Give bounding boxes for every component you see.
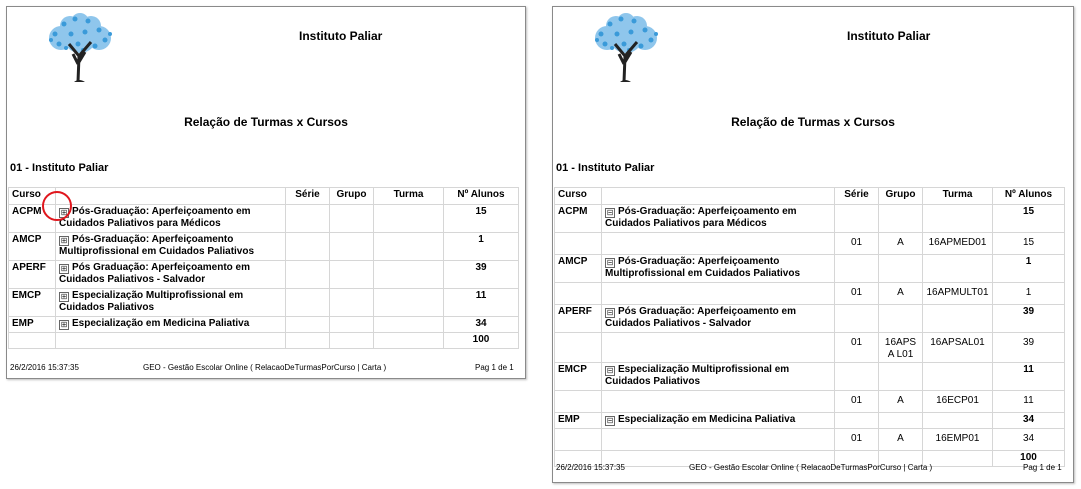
class-group: A: [879, 429, 923, 451]
collapse-icon[interactable]: ⊟: [606, 366, 614, 375]
course-code: EMP: [9, 317, 56, 333]
course-name-cell: [602, 363, 835, 391]
course-row[interactable]: [555, 363, 1065, 391]
class-series: 01: [835, 233, 879, 255]
courses-table: [8, 187, 519, 349]
course-code: ACPM: [555, 205, 602, 233]
header-row: [9, 188, 519, 205]
course-name: Pós-Graduação: Aperfeiçoamento Multiprofissional em Cuidados Paliativos: [59, 234, 255, 257]
course-name-cell: [56, 289, 286, 317]
course-count: 39: [993, 305, 1065, 333]
course-count: 1: [993, 255, 1065, 283]
course-code: AMCP: [9, 233, 56, 261]
course-code: EMP: [555, 413, 602, 429]
course-row[interactable]: [9, 233, 519, 261]
section-title: 01 - Instituto Paliar: [556, 162, 655, 174]
course-row[interactable]: [9, 289, 519, 317]
course-code: APERF: [9, 261, 56, 289]
institution-name: Instituto Paliar: [847, 29, 931, 43]
column-header-students: Nº Alunos: [993, 188, 1065, 205]
class-series: 01: [835, 429, 879, 451]
column-header-group: Grupo: [330, 188, 374, 205]
course-code: EMCP: [9, 289, 56, 317]
column-header-series: Série: [286, 188, 330, 205]
course-row[interactable]: [9, 261, 519, 289]
column-header-series: Série: [835, 188, 879, 205]
report-title: Relação de Turmas x Cursos: [184, 115, 348, 129]
course-name-cell: [56, 261, 286, 289]
course-name: Especialização Multiprofissional em Cuidados Paliativos: [605, 364, 790, 387]
column-header-class: Turma: [374, 188, 444, 205]
course-name: Pós-Graduação: Aperfeiçoamento Multiprofissional em Cuidados Paliativos: [605, 256, 801, 279]
course-name-cell: [602, 205, 835, 233]
course-count: 1: [444, 233, 519, 261]
course-code: AMCP: [555, 255, 602, 283]
course-count: 34: [993, 413, 1065, 429]
course-name: Especialização em Medicina Paliativa: [72, 318, 250, 329]
course-name-cell: [602, 255, 835, 283]
report-collapsed-panel: [6, 6, 526, 379]
class-row: [555, 283, 1065, 305]
course-row[interactable]: [9, 205, 519, 233]
total-count: 100: [444, 333, 519, 349]
course-code: EMCP: [555, 363, 602, 391]
total-count: 100: [993, 451, 1065, 467]
course-name: Pós-Graduação: Aperfeiçoamento em Cuidados Paliativos para Médicos: [59, 206, 251, 229]
class-count: 1: [993, 283, 1065, 305]
column-header-course: Curso: [555, 188, 602, 205]
class-count: 34: [993, 429, 1065, 451]
footer-system: GEO - Gestão Escolar Online ( RelacaoDeTurmasPorCurso | Carta ): [689, 463, 933, 472]
expand-icon[interactable]: ⊞: [60, 208, 68, 217]
expand-icon[interactable]: ⊞: [60, 236, 68, 245]
course-name-cell: [56, 317, 286, 333]
class-group: A: [879, 233, 923, 255]
footer-datetime: 26/2/2016 15:37:35: [556, 463, 625, 472]
column-header-class: Turma: [923, 188, 993, 205]
course-count: 11: [444, 289, 519, 317]
courses-table: [554, 187, 1065, 467]
class-group: 16APSA L01: [879, 333, 923, 363]
expand-icon[interactable]: ⊞: [60, 264, 68, 273]
course-count: 39: [444, 261, 519, 289]
class-row: [555, 391, 1065, 413]
collapse-icon[interactable]: ⊟: [606, 308, 614, 317]
course-count: 15: [444, 205, 519, 233]
institution-name: Instituto Paliar: [299, 29, 383, 43]
tree-logo: [579, 12, 673, 84]
footer-system: GEO - Gestão Escolar Online ( RelacaoDeTurmasPorCurso | Carta ): [143, 363, 387, 372]
class-series: 01: [835, 333, 879, 363]
course-name: Especialização Multiprofissional em Cuidados Paliativos: [59, 290, 244, 313]
class-series: 01: [835, 391, 879, 413]
collapse-icon[interactable]: ⊟: [606, 416, 614, 425]
course-name: Especialização em Medicina Paliativa: [618, 414, 796, 425]
expand-icon[interactable]: ⊞: [60, 292, 68, 301]
column-header-group: Grupo: [879, 188, 923, 205]
header-row: [555, 188, 1065, 205]
course-count: 11: [993, 363, 1065, 391]
class-code: 16APMULT01: [923, 283, 993, 305]
class-group: A: [879, 391, 923, 413]
column-header-blank: [602, 188, 835, 205]
class-count: 15: [993, 233, 1065, 255]
collapse-icon[interactable]: ⊟: [606, 208, 614, 217]
tree-logo: [33, 12, 127, 84]
course-name: Pós Graduação: Aperfeiçoamento em Cuidados Paliativos - Salvador: [605, 306, 797, 329]
class-code: 16APSAL01: [923, 333, 993, 363]
report-expanded-panel: [552, 6, 1074, 483]
course-row[interactable]: [555, 305, 1065, 333]
class-series: 01: [835, 283, 879, 305]
footer-page: Pag 1 de 1: [1023, 463, 1062, 472]
footer-datetime: 26/2/2016 15:37:35: [10, 363, 79, 372]
class-row: [555, 333, 1065, 363]
class-row: [555, 429, 1065, 451]
course-row[interactable]: [555, 413, 1065, 429]
column-header-students: Nº Alunos: [444, 188, 519, 205]
class-count: 11: [993, 391, 1065, 413]
class-code: 16ECP01: [923, 391, 993, 413]
course-count: 15: [993, 205, 1065, 233]
column-header-course: Curso: [9, 188, 56, 205]
class-row: [555, 233, 1065, 255]
course-row[interactable]: [9, 317, 519, 333]
total-row: [9, 333, 519, 349]
footer-page: Pag 1 de 1: [475, 363, 514, 372]
course-name-cell: [56, 233, 286, 261]
course-code: APERF: [555, 305, 602, 333]
class-count: 39: [993, 333, 1065, 363]
course-name-cell: [602, 305, 835, 333]
section-title: 01 - Instituto Paliar: [10, 162, 109, 174]
column-header-blank: [56, 188, 286, 205]
course-row[interactable]: [555, 255, 1065, 283]
course-code: ACPM: [9, 205, 56, 233]
class-code: 16APMED01: [923, 233, 993, 255]
report-title: Relação de Turmas x Cursos: [731, 115, 895, 129]
collapse-icon[interactable]: ⊟: [606, 258, 614, 267]
course-name-cell: [602, 413, 835, 429]
course-name-cell: [56, 205, 286, 233]
course-count: 34: [444, 317, 519, 333]
class-group: A: [879, 283, 923, 305]
expand-icon[interactable]: ⊞: [60, 320, 68, 329]
course-name: Pós-Graduação: Aperfeiçoamento em Cuidados Paliativos para Médicos: [605, 206, 797, 229]
course-row[interactable]: [555, 205, 1065, 233]
class-code: 16EMP01: [923, 429, 993, 451]
course-name: Pós Graduação: Aperfeiçoamento em Cuidados Paliativos - Salvador: [59, 262, 251, 285]
